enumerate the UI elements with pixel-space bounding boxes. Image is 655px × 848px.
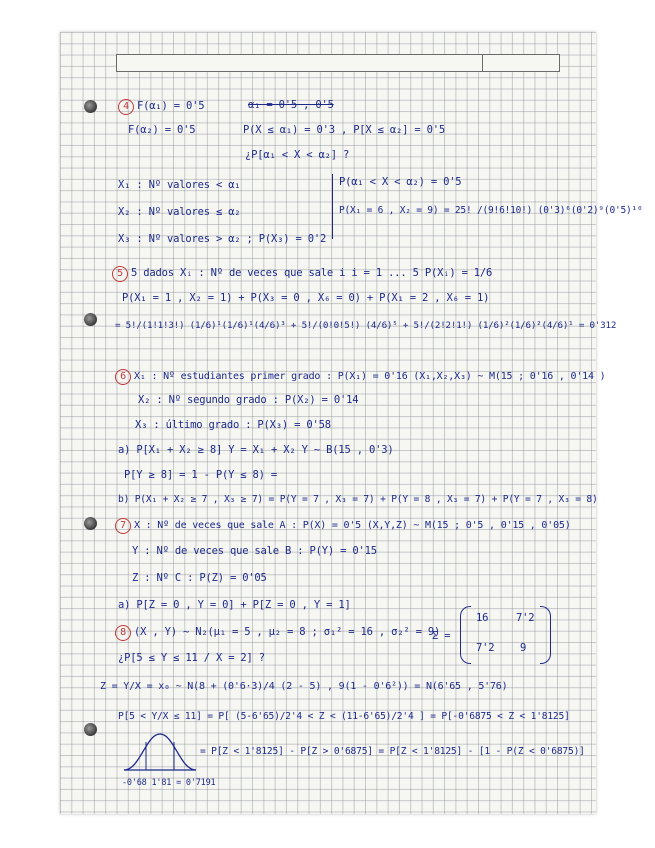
punch-hole [84,313,97,326]
problem-6-line-1 [115,369,605,385]
matrix-left-bracket [460,606,471,664]
text: = 5!/(1!1!3!) (1/6)¹(1/6)¹(4/6)³ + 5!/(0!0!5!) (4/6)⁵ + 5!/(2!2!1!) (1/6)²(1/6)²(4/6)¹ = 0'312 [115,320,617,331]
matrix-cell: 7'2 [516,612,535,624]
text: (X , Y) ~ N₂(μ₁ = 5 , μ₂ = 8 ; σ₁² = 16 , σ₂² = 9) [134,626,441,638]
text: F(α₁) = 0'5 [137,100,205,112]
brace [332,174,333,239]
question-text: ¿P[5 ≤ Y ≤ 11 / X = 2] ? [118,652,265,664]
text: Z : Nº C : P(Z) = 0'05 [132,572,267,584]
problem-5-line-1 [112,266,492,282]
struck-text: α₁ = 0'5 , 0'5 [248,99,334,111]
punch-hole [84,517,97,530]
header-divider [482,55,483,71]
matrix-cell: 7'2 [476,642,495,654]
problem-number-6: 6 [115,369,131,385]
text: X : Nº de veces que sale A : P(X) = 0'5 (X,Y,Z) ~ M(15 ; 0'5 , 0'15 , 0'05) [134,520,571,531]
matrix-cell: 16 [476,612,489,624]
problem-4-line-1 [118,99,204,115]
text: a) P[Z = 0 , Y = 0] + P[Z = 0 , Y = 1] [118,599,351,611]
punch-hole [84,100,97,113]
text: Y : Nº de veces que sale B : P(Y) = 0'15 [132,545,377,557]
problem-number-8: 8 [115,625,131,641]
text: Z = Y/X = x₀ ~ N(8 + (0'6·3)/4 (2 - 5) , 9(1 - 0'6²)) = N(6'65 , 5'76) [100,681,508,692]
text: = P[Z < 1'8125] - P[Z > 0'6875] = P[Z < 1'8125] - [1 - P(Z < 0'6875)] [200,746,585,757]
header-box [116,54,560,72]
problem-number-5: 5 [112,266,128,282]
text: P[5 < Y/X ≤ 11] = P[ (5-6'65)/2'4 < Z < (11-6'65)/2'4 ] = P[-0'6875 < Z < 1'8125] [118,711,570,722]
problem-number-7: 7 [115,518,131,534]
text: a) P[X₁ + X₂ ≥ 8] Y = X₁ + X₂ Y ~ B(15 , 0'3) [118,444,394,456]
text: X₁ : Nº valores < α₁ [118,179,241,191]
text: P(X₁ = 6 , X₂ = 9) = 25! /(9!6!10!) (0'3)⁶(0'2)⁹(0'5)¹⁰ [339,205,643,216]
text: F(α₂) = 0'5 [128,124,196,136]
text: -0'68 1'81 = 0'7191 [122,778,216,788]
punch-hole [84,723,97,736]
text: P(X₁ = 1 , X₂ = 1) + P(X₃ = 0 , X₆ = 0) + P(X₁ = 2 , X₆ = 1) [122,292,490,304]
text: P(X ≤ α₁) = 0'3 , P[X ≤ α₂] = 0'5 [243,124,446,136]
normal-curve-sketch [122,728,198,776]
question-text: ¿P[α₁ < X < α₂] ? [245,149,350,161]
problem-number-4: 4 [118,99,134,115]
text: X₃ : Nº valores > α₂ ; P(X₃) = 0'2 [118,233,327,245]
text: P[Y ≥ 8] = 1 - P(Y ≤ 8) = [124,469,278,481]
text: b) P(X₁ + X₂ ≥ 7 , X₃ ≥ 7) = P(Y = 7 , X₃ = 7) + P(Y = 8 , X₃ = 7) + P(Y = 7 , X₃ = 8) [118,494,598,505]
text: X₂ : Nº segundo grado : P(X₂) = 0'14 [138,394,359,406]
sigma-label: Σ = [432,630,451,642]
text: X₁ : Nº estudiantes primer grado : P(X₁) = 0'16 (X₁,X₂,X₃) ~ M(15 ; 0'16 , 0'14 ) [134,371,606,382]
text: X₃ : último grado : P(X₃) = 0'58 [135,419,331,431]
matrix-cell: 9 [520,642,527,654]
text: 5 dados Xᵢ : Nº de veces que sale i i = 1 ... 5 P(Xᵢ) = 1/6 [131,267,493,279]
notebook-sheet [60,32,643,814]
problem-8-line-1 [115,625,440,641]
text: X₂ : Nº valores ≤ α₂ [118,206,241,218]
matrix-right-bracket [540,606,551,664]
problem-7-line-1 [115,518,571,534]
text: P(α₁ < X < α₂) = 0'5 [339,176,462,188]
